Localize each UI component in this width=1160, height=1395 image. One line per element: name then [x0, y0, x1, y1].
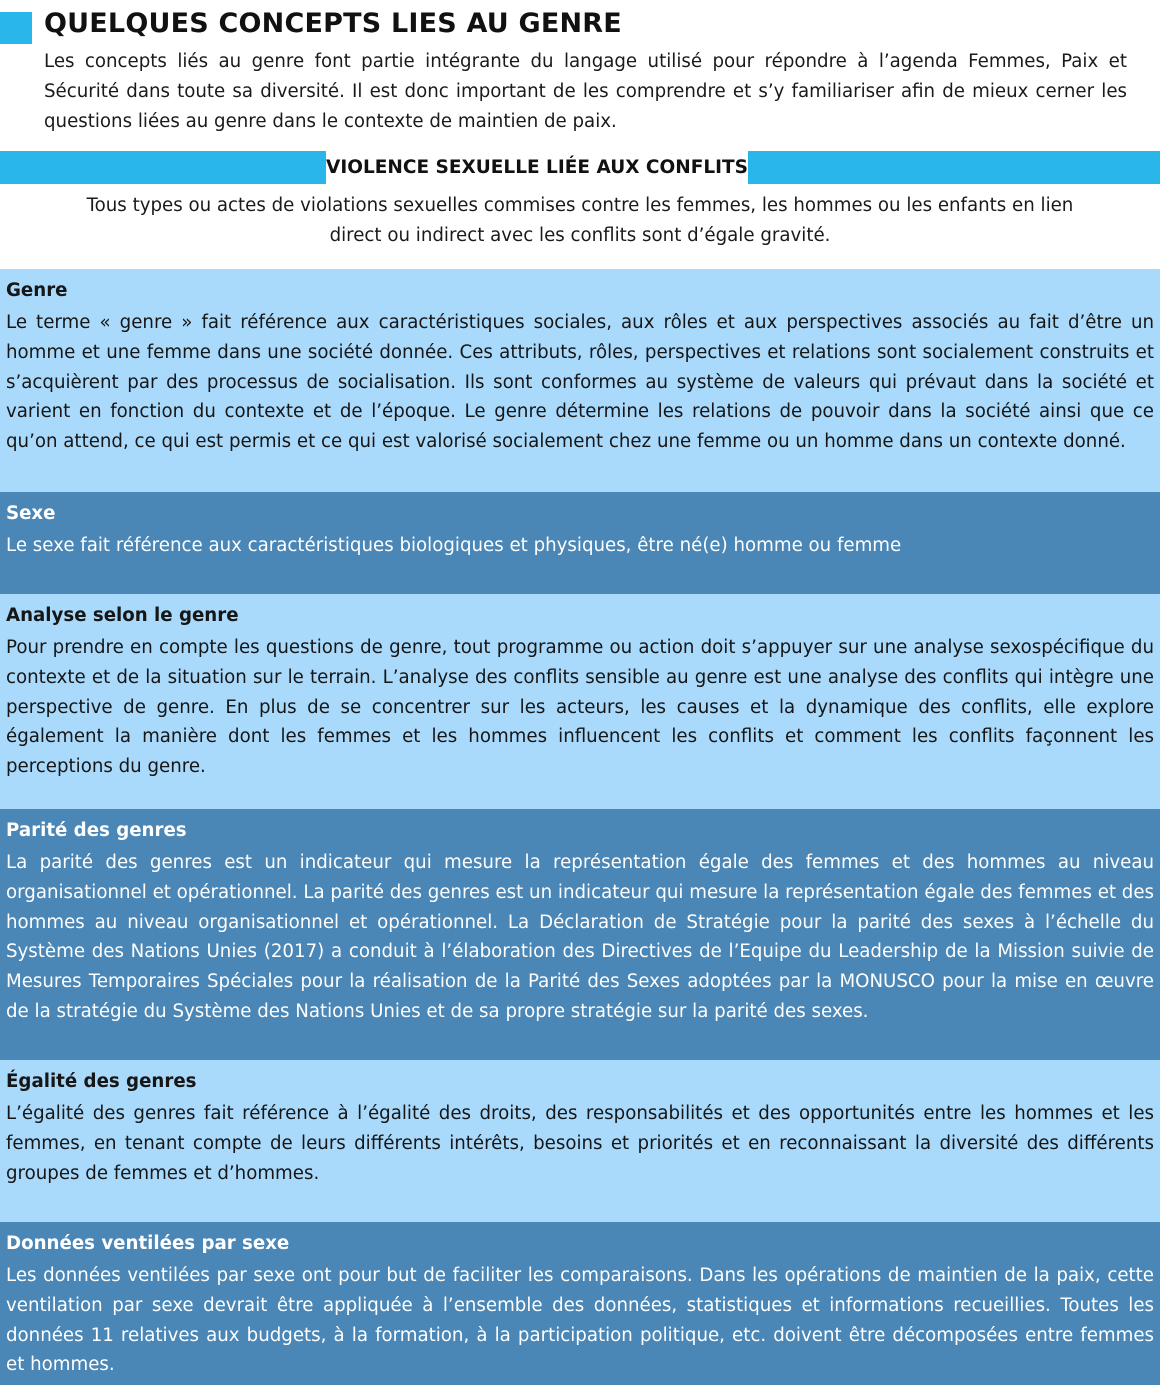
page-header: [0, 8, 1160, 44]
concept-box-donnees-ventilees: [0, 1222, 1160, 1385]
banner-description: Tous types ou actes de violations sexuelles commises contre les femmes, les hommes ou les enfants en lien direct ou indirect avec les conflits sont d’égale gravité.: [86, 195, 1074, 246]
concept-box-genre: [0, 269, 1160, 492]
concept-text: Les données ventilées par sexe ont pour but de faciliter les comparaisons. Dans les opérations de maintien de la paix, cette ventilation par sexe devrait être appliquée à l’ensemble des données, statistiques et informations recueillies. Toutes les données 11 relatives aux budgets, à la formation, à la participation politique, etc. doivent être décomposées entre femmes et hommes.: [6, 1265, 1154, 1376]
concept-title: Sexe: [6, 503, 56, 524]
concept-title: Genre: [6, 280, 68, 301]
concept-title: Données ventilées par sexe: [6, 1233, 290, 1254]
banner-bar-left: [0, 151, 326, 184]
concept-title: Égalité des genres: [6, 1071, 197, 1092]
section-banner: [0, 151, 1160, 184]
concept-box-parite-genres: [0, 809, 1160, 1060]
concept-text: La parité des genres est un indicateur qui mesure la représentation égale des femmes et des hommes au niveau organisationnel et opérationnel. La parité des genres est un indicateur qui mesure la représentation égale des femmes et des hommes au niveau organisationnel et opérationnel. La Déclaration de Stratégie pour la parité des sexes à l’échelle du Système des Nations Unies (2017) a conduit à l’élaboration des Directives de l’Equipe du Leadership de la Mission suivie de Mesures Temporaires Spéciales pour la réalisation de la Parité des Sexes adoptées par la MONUSCO pour la mise en œuvre de la stratégie du Système des Nations Unies et de sa propre stratégie sur la parité des sexes.: [6, 852, 1155, 1022]
intro-paragraph: Les concepts liés au genre font partie intégrante du langage utilisé pour répondre à l’agenda Femmes, Paix et Sécurité dans toute sa diversité. Il est donc important de les comprendre et s’y familiariser afin de mieux cerner les questions liées au genre dans le contexte de maintien de paix.: [44, 51, 1127, 132]
concept-title: Analyse selon le genre: [6, 605, 239, 626]
banner-bar-right: [748, 151, 1160, 184]
concept-box-egalite-genres: [0, 1060, 1160, 1222]
concept-text: Le terme « genre » fait référence aux caractéristiques sociales, aux rôles et aux perspectives associés au fait d’être un homme et une femme dans une société donnée. Ces attributs, rôles, perspectives et relations sont socialement construits et s’acquièrent par des processus de socialisation. Ils sont conformes au système de valeurs qui prévaut dans la société et varient en fonction du contexte et de l’époque. Le genre détermine les relations de pouvoir dans la société ainsi que ce qu’on attend, ce qui est permis et ce qui est valorisé socialement chez une femme ou un homme dans un contexte donné.: [6, 312, 1154, 453]
concept-text: Pour prendre en compte les questions de genre, tout programme ou action doit s’appuyer sur une analyse sexospécifique du contexte et de la situation sur le terrain. L’analyse des conflits sensible au genre est une analyse des conflits qui intègre une perspective de genre. En plus de se concentrer sur les acteurs, les causes et la dynamique des conflits, elle explore également la manière dont les femmes et les hommes influencent les conflits et comment les conflits façonnent les perceptions du genre.: [6, 637, 1154, 778]
concept-box-sexe: [0, 492, 1160, 594]
concept-text: L’égalité des genres fait référence à l’égalité des droits, des responsabilités et des opportunités entre les hommes et les femmes, en tenant compte de leurs différents intérêts, besoins et priorités et en reconnaissant la diversité des différents groupes de femmes et d’hommes.: [6, 1103, 1154, 1184]
page-title: QUELQUES CONCEPTS LIES AU GENRE: [44, 8, 622, 39]
banner-title: VIOLENCE SEXUELLE LIÉE AUX CONFLITS: [326, 157, 748, 178]
title-accent-square: [0, 12, 32, 44]
concept-box-analyse-genre: [0, 594, 1160, 809]
concept-text: Le sexe fait référence aux caractéristiques biologiques et physiques, être né(e) homme ou femme: [6, 535, 902, 556]
concept-title: Parité des genres: [6, 820, 187, 841]
